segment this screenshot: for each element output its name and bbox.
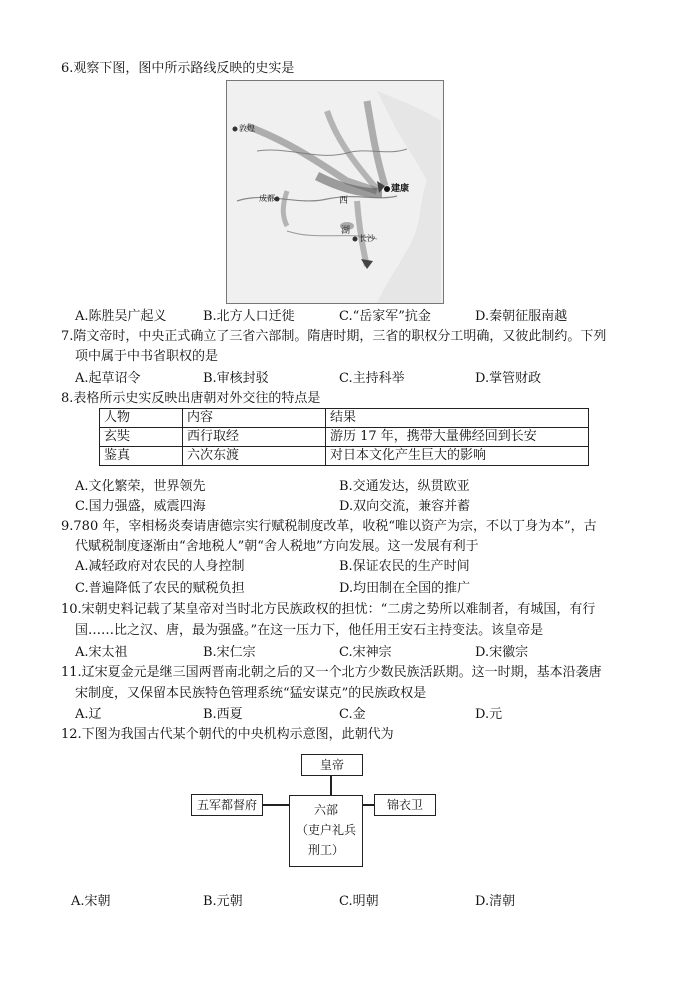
table-row: [100, 447, 589, 466]
q6-stem: 6.观察下图，图中所示路线反映的史实是: [61, 61, 295, 76]
table-header-cell: 人物: [100, 409, 183, 428]
diagram-emperor-box: 皇帝: [301, 754, 363, 776]
q6-option-c[interactable]: C.“岳家军”抗金: [339, 309, 431, 324]
q10-option-a[interactable]: A.宋太祖: [75, 645, 128, 660]
q12-option-b[interactable]: B.元朝: [203, 894, 243, 909]
q7-option-a[interactable]: A.起草诏令: [75, 371, 141, 386]
q7-option-d[interactable]: D.掌管财政: [475, 371, 542, 386]
q11-stem-line1: 11.辽宋夏金元是继三国两晋南北朝之后的又一个北方少数民族活跃期。这一时期，基本沿袭唐: [61, 665, 602, 680]
table-header-cell: 结果: [326, 409, 589, 428]
diagram-six-ministries-detail: （吏户礼兵: [295, 823, 356, 837]
map-label-changsha: 长沙: [359, 234, 375, 243]
q8-option-c[interactable]: C.国力强盛，威震四海: [75, 499, 206, 514]
q8-option-a[interactable]: A.文化繁荣，世界领先: [75, 479, 206, 494]
diagram-six-ministries-detail: 刑工）: [307, 843, 344, 857]
q6-option-a[interactable]: A.陈胜吴广起义: [75, 309, 167, 324]
q11-option-d[interactable]: D.元: [475, 707, 503, 722]
q11-option-c[interactable]: C.金: [339, 707, 366, 722]
q12-option-c[interactable]: C.明朝: [339, 894, 379, 909]
map-label-chengdu: 成都: [259, 194, 275, 203]
table-cell: 玄奘: [100, 428, 183, 447]
table-cell: 对日本文化产生巨大的影响: [326, 447, 589, 466]
q9-stem-line2: 代赋税制度逐渐由“舍地税人”朝“舍人税地”方向发展。这一发展有利于: [75, 539, 479, 554]
q9-stem-line1: 9.780 年，宰相杨炎奏请唐德宗实行赋税制度改革，收税“唯以资产为宗，不以丁身为本”，古: [61, 519, 597, 534]
diagram-six-ministries-title: 六部: [313, 803, 338, 817]
map-label-xi: 西: [339, 196, 349, 206]
q10-stem-line1: 10.宋朝史料记载了某皇帝对当时北方民族政权的担忧：“二虏之势所以难制者，有城国，有行: [61, 602, 596, 617]
q9-option-a[interactable]: A.减轻政府对农民的人身控制: [75, 559, 245, 574]
q11-option-b[interactable]: B.西夏: [203, 707, 243, 722]
migration-map: [226, 80, 444, 304]
map-label-dunhuang: 敦煌: [239, 124, 255, 133]
diagram-connector: [362, 804, 374, 806]
diagram-five-armies-box: 五军都督府: [191, 794, 263, 816]
q7-stem-line1: 7.隋文帝时，中央正式确立了三省六部制。隋唐时期，三省的职权分工明确，又彼此制约。下列: [61, 329, 607, 344]
q8-option-d[interactable]: D.双向交流，兼容并蓄: [339, 499, 471, 514]
q11-stem-line2: 宋制度，又保留本民族特色管理系统“猛安谋克”的民族政权是: [75, 686, 427, 701]
diagram-jinyiwei-box: 锦衣卫: [374, 794, 436, 816]
diagram-connector: [330, 776, 332, 795]
table-cell: 鉴真: [100, 447, 183, 466]
q7-stem-line2: 项中属于中书省职权的是: [75, 349, 219, 364]
q8-table: [99, 408, 589, 466]
q9-option-c[interactable]: C.普遍降低了农民的赋税负担: [75, 581, 245, 596]
table-cell: 西行取经: [183, 428, 326, 447]
q12-option-d[interactable]: D.清朝: [475, 894, 516, 909]
map-label-capital: 建康: [391, 184, 410, 194]
q6-option-d[interactable]: D.秦朝征服南越: [475, 309, 568, 324]
q11-option-a[interactable]: A.辽: [75, 707, 102, 722]
q6-option-b[interactable]: B.北方人口迁徙: [203, 309, 295, 324]
q10-stem-line2: 国……比之汉、唐，最为强盛。”在这一压力下，他任用王安石主持变法。该皇帝是: [75, 623, 544, 638]
table-header-row: [100, 409, 589, 428]
q8-stem: 8.表格所示史实反映出唐朝对外交往的特点是: [61, 391, 321, 406]
q10-option-b[interactable]: B.宋仁宗: [203, 645, 256, 660]
q7-option-c[interactable]: C.主持科举: [339, 371, 405, 386]
q10-option-d[interactable]: D.宋徽宗: [475, 645, 529, 660]
q8-option-b[interactable]: B.交通发达，纵贯欧亚: [339, 479, 470, 494]
table-cell: 六次东渡: [183, 447, 326, 466]
q9-option-d[interactable]: D.均田制在全国的推广: [339, 581, 471, 596]
map-label-hu: 湖: [341, 226, 351, 236]
diagram-six-ministries-box: [289, 795, 363, 867]
q9-option-b[interactable]: B.保证农民的生产时间: [339, 559, 470, 574]
table-cell: 游历 17 年，携带大量佛经回到长安: [326, 428, 589, 447]
q12-stem: 12.下图为我国古代某个朝代的中央机构示意图，此朝代为: [61, 727, 394, 742]
table-row: [100, 428, 589, 447]
q12-option-a[interactable]: A.宋朝: [71, 894, 111, 909]
q7-option-b[interactable]: B.审核封驳: [203, 371, 269, 386]
map-graphic: [227, 81, 443, 303]
diagram-connector: [262, 804, 289, 806]
table-header-cell: 内容: [183, 409, 326, 428]
q10-option-c[interactable]: C.宋神宗: [339, 645, 392, 660]
